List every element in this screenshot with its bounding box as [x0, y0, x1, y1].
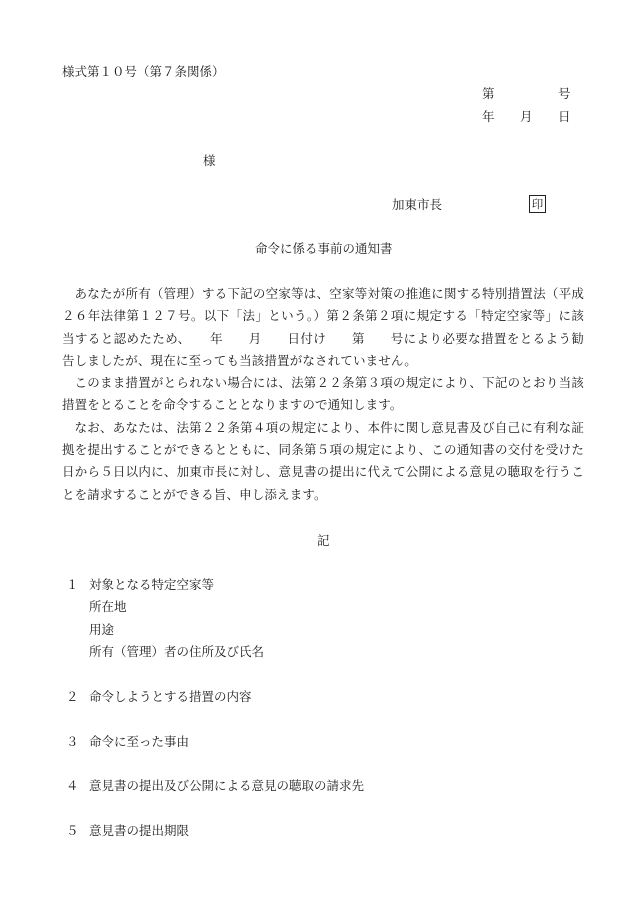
- date-day: 日: [558, 109, 571, 124]
- item-3-label: 命令に至った事由: [89, 734, 190, 749]
- item-1-sub-owner: 所有（管理）者の住所及び氏名: [89, 644, 265, 659]
- item-4-label: 意見書の提出及び公開による意見の聴取の請求先: [89, 778, 365, 793]
- date-year: 年: [482, 109, 495, 124]
- seal-box: 印: [529, 195, 546, 213]
- item-5-label: 意見書の提出期限: [89, 823, 190, 838]
- item-1-number: １: [66, 577, 79, 592]
- doc-number-prefix: 第: [482, 86, 495, 101]
- item-2-number: ２: [66, 689, 79, 704]
- item-1-sub-use: 用途: [89, 622, 115, 637]
- item-2-label: 命令しようとする措置の内容: [89, 689, 252, 704]
- body-paragraph-2: このまま措置がとられない場合には、法第２２条第３項の規定により、下記のとおり当該措置をとることを命令することとなりますので通知します。: [62, 375, 584, 413]
- form-number: 様式第１０号（第７条関係）: [62, 64, 225, 79]
- item-1-label: 対象となる特定空家等: [89, 577, 215, 592]
- item-4-number: ４: [66, 778, 79, 793]
- addressee-suffix: 様: [203, 153, 216, 168]
- body-text: [62, 283, 584, 506]
- issuer-name: 加東市長: [392, 197, 443, 212]
- date-month: 月: [520, 109, 533, 124]
- item-3-number: ３: [66, 734, 79, 749]
- body-paragraph-3: なお、あなたは、法第２２条第４項の規定により、本件に関し意見書及び自己に有利な証拠を提出することができるとともに、同条第５項の規定により、この通知書の交付を受けた日から５日以内に、加東市長に対し、意見書の提出に代えて公開による意見の聴取を行うことを請求することができる旨、申し添えます。: [62, 419, 584, 502]
- item-5-number: ５: [66, 823, 79, 838]
- document-title: 命令に係る事前の通知書: [255, 241, 393, 256]
- body-paragraph-1: あなたが所有（管理）する下記の空家等は、空家等対策の推進に関する特別措置法（平成２６年法律第１２７号。以下「法」という。）第２条第２項に規定する「特定空家等」に該当すると認めたため、 年 月 日付け 第 号により必要な措置をとるよう勧告しましたが、現在に至っても当該措置がなされていません。: [62, 286, 584, 368]
- item-1-sub-location: 所在地: [89, 599, 127, 614]
- doc-number-suffix: 号: [558, 86, 571, 101]
- ki-heading: 記: [317, 533, 330, 548]
